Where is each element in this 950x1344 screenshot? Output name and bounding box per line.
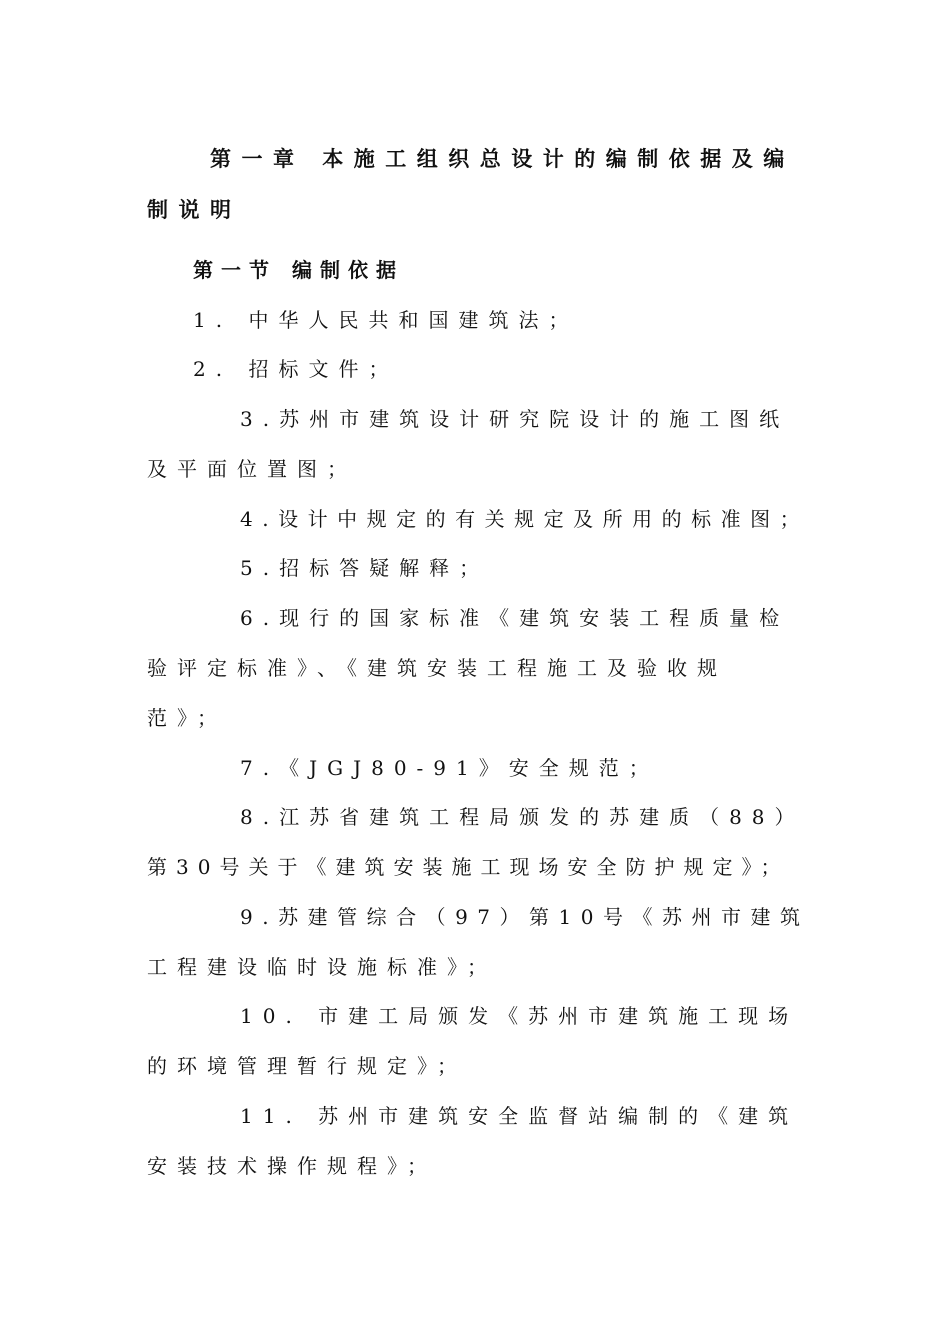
list-item-7: 7.《JGJ80-91》安全规范；: [240, 756, 659, 780]
list-item-6-line-2: 验评定标准》、《建筑安装工程施工及验收规: [147, 656, 727, 680]
list-item-9-line-1: 9.苏建管综合（97）第10号《苏州市建筑: [240, 905, 810, 929]
list-item-6-line-3: 范》；: [147, 706, 227, 730]
list-item-8-line-1: 8.江苏省建筑工程局颁发的苏建质（88）: [240, 805, 805, 829]
list-item-1: 1. 中华人民共和国建筑法；: [193, 308, 579, 332]
list-item-10-line-1: 10. 市建工局颁发《苏州市建筑施工现场: [240, 1004, 799, 1028]
list-item-3-line-1: 3.苏州市建筑设计研究院设计的施工图纸: [240, 407, 790, 431]
list-item-5: 5.招标答疑解释；: [240, 556, 490, 580]
list-item-8-line-2: 第30号关于《建筑安装施工现场安全防护规定》；: [147, 855, 790, 879]
section-heading: 第一节 编制依据: [193, 258, 404, 282]
chapter-heading-line-2: 制说明: [147, 197, 242, 222]
list-item-11-line-2: 安装技术操作规程》；: [147, 1154, 437, 1178]
list-item-3-line-2: 及平面位置图；: [147, 457, 357, 481]
list-item-10-line-2: 的环境管理暂行规定》；: [147, 1054, 467, 1078]
list-item-9-line-2: 工程建设临时设施标准》；: [147, 955, 497, 979]
list-item-11-line-1: 11. 苏州市建筑安全监督站编制的《建筑: [240, 1104, 799, 1128]
list-item-6-line-1: 6.现行的国家标准《建筑安装工程质量检: [240, 606, 790, 630]
list-item-2: 2. 招标文件；: [193, 357, 399, 381]
chapter-heading-line-1: 第一章 本施工组织总设计的编制依据及编: [210, 146, 795, 171]
list-item-4: 4.设计中规定的有关规定及所用的标准图；: [240, 507, 810, 531]
